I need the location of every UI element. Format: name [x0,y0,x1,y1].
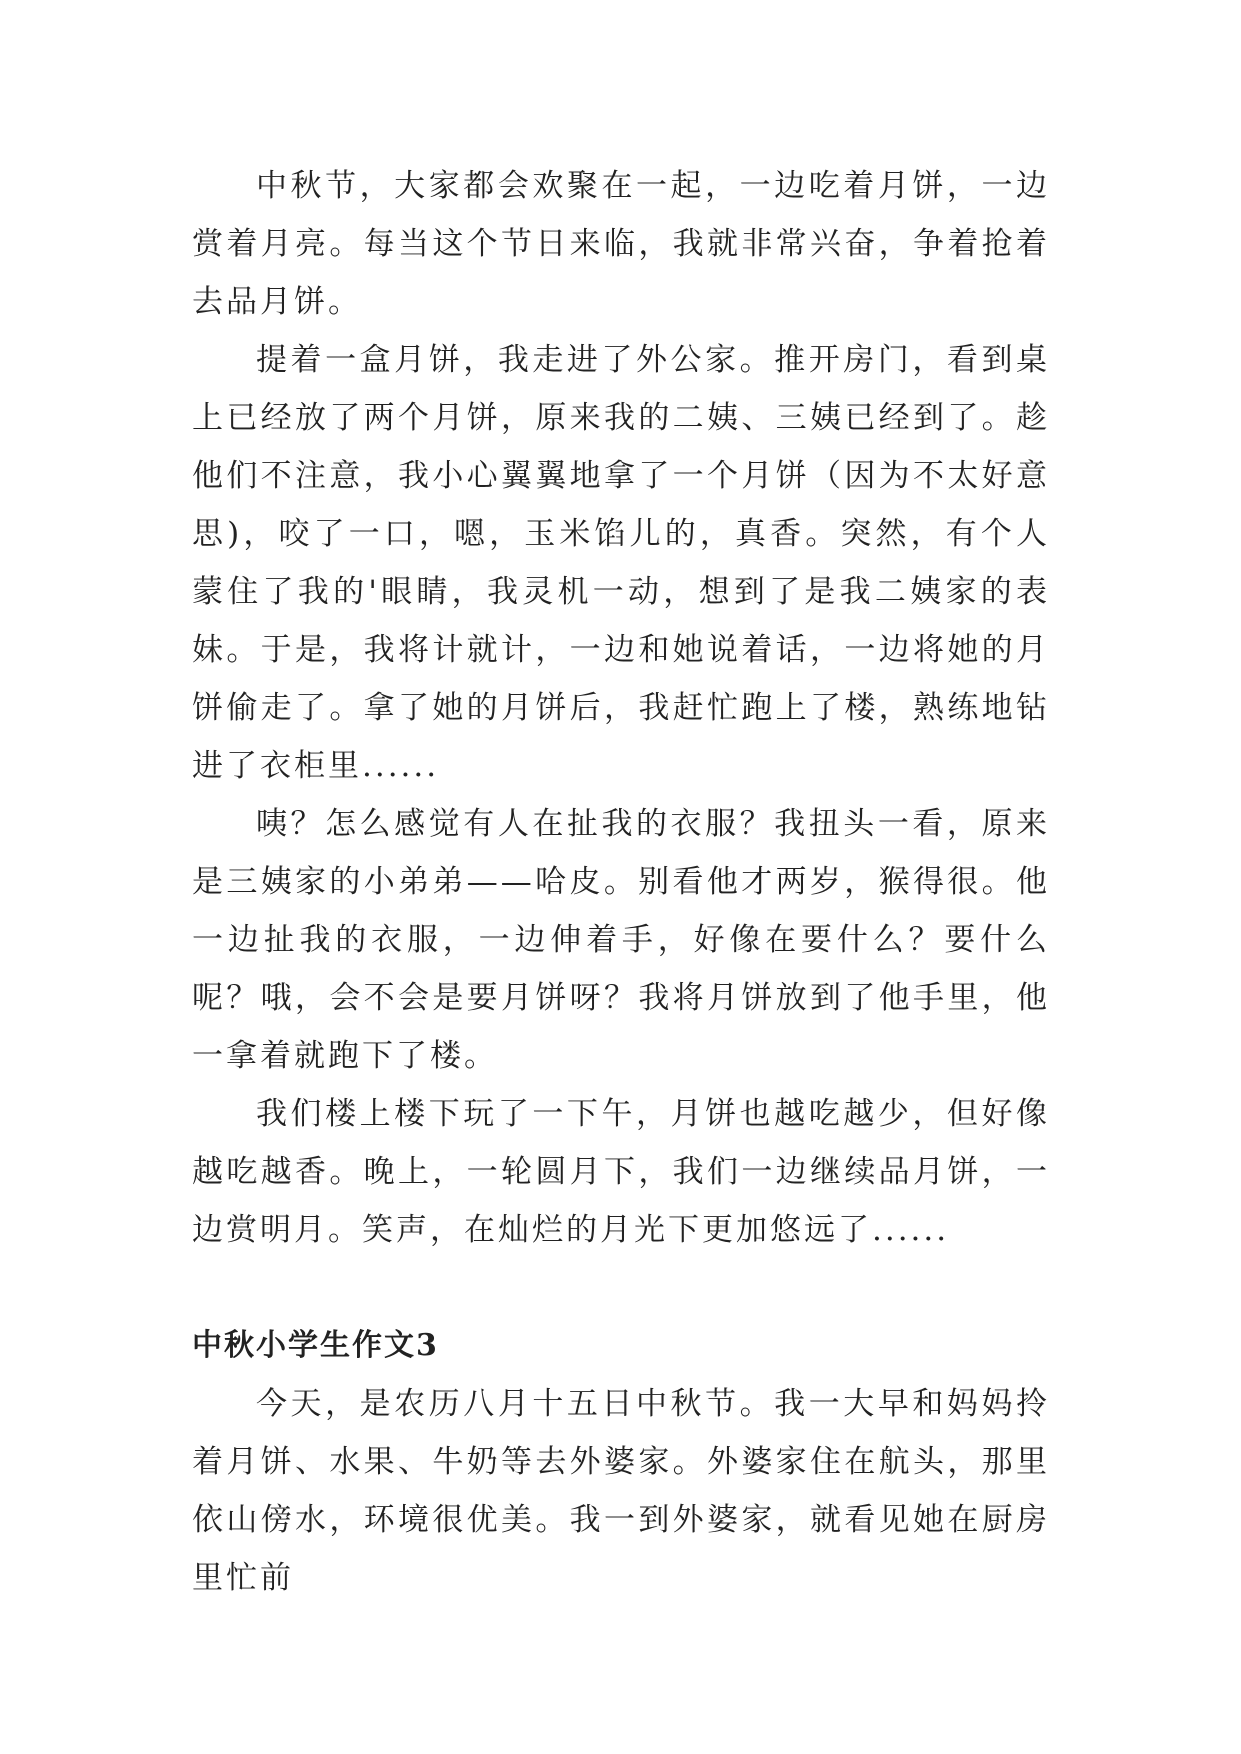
paragraph-1: 中秋节，大家都会欢聚在一起，一边吃着月饼，一边赏着月亮。每当这个节日来临，我就非常兴奋，争着抢着去品月饼。 [192,168,1050,320]
paragraph-5: 今天，是农历八月十五日中秋节。我一大早和妈妈拎着月饼、水果、牛奶等去外婆家。外婆家住在航头，那里依山傍水，环境很优美。我一到外婆家，就看见她在厨房里忙前 [192,1386,1050,1596]
paragraph-3: 咦？怎么感觉有人在扯我的衣服？我扭头一看，原来是三姨家的小弟弟——哈皮。别看他才两岁，猴得很。他一边扯我的衣服，一边伸着手，好像在要什么？要什么呢？哦，会不会是要月饼呀？我将月饼放到了他手里，他一拿着就跑下了楼。 [192,806,1050,1074]
paragraph-2: 提着一盒月饼，我走进了外公家。推开房门，看到桌上已经放了两个月饼，原来我的二姨、三姨已经到了。趁他们不注意，我小心翼翼地拿了一个月饼（因为不太好意思)，咬了一口，嗯，玉米馅儿的，真香。突然，有个人蒙住了我的'眼睛，我灵机一动，想到了是我二姨家的表妹。于是，我将计就计，一边和她说着话，一边将她的月饼偷走了。拿了她的月饼后，我赶忙跑上了楼，熟练地钻进了衣柜里...... [192,342,1050,784]
section-gap [192,1259,1050,1317]
paragraph-4: 我们楼上楼下玩了一下午，月饼也越吃越少，但好像越吃越香。晚上，一轮圆月下，我们一边继续品月饼，一边赏明月。笑声，在灿烂的月光下更加悠远了...... [192,1096,1050,1248]
section-title: 中秋小学生作文3 [192,1328,439,1363]
document-page [192,157,1050,1607]
